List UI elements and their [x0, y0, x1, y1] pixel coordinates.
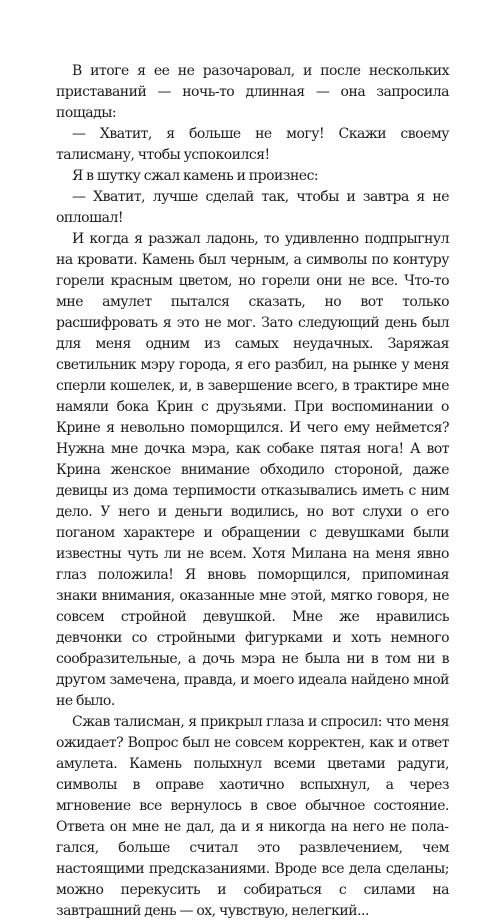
paragraph-squeeze-stone: Я в шутку сжал камень и произнес:	[72, 168, 319, 184]
paragraph-bad-day: И когда я разжал ладонь, то удивленно подпрыгнул на кровати. Камень был черным, а символы по контуру горели красным цветом, но горели они не все. Что-то мне амулет пытался сказать, но вот только расшифровать я это не мог. Зато следующий день был для меня одним из самых неудачных. Заряжая светильник мэру города, я его разбил, на рынке у меня сперли кошелек, и, в завершение всего, в трактире мне намяли бока Крин с друзьями. При воспоминании о Крине я невольно поморщился. И чего ему неймется? Нужна мне дочка мэра, как собаке пятая нога! А вот Крина женское внимание обходило стороной, даже девицы из дома терпимости отказывались иметь с ним дело. У него и деньги водились, но вот слухи о его поганом характере и обращении с девушками были известны чуть ли не всем. Хотя Милана на меня явно глаз положила! Я вновь поморщился, припоминая знаки внимания, оказанные мне этой, мягко говоря, не совсем стройной девушкой. Мне же нравились девчонки со стройными фигурками и хоть немного сообразительные, а дочь мэра не была ни в том ни в другом замечена, правда, и моего идеала найдено мной не было.	[56, 231, 449, 709]
paragraph-dialogue-reply: — Хватит, лучше сделай так, чтобы и завтра я не оплошал!	[56, 189, 449, 226]
paragraph-talisman-question: Сжав талисман, я прикрыл глаза и спросил: что меня ожидает? Вопрос был не совсем корректен, как и ответ амулета. Камень полыхнул всеми цветами радуги, символы в оправе хаотично вспыхнул, а через мгновение все вернулось в свое обычное состояние. Ответа он мне не дал, да и я никогда на него не полагался, больше считал это развлечением, чем настоящими предсказаниями. Вроде все дела сделаны; можно перекусить и собираться с силами на завтрашний день — ох, чувствую, нелегкий...	[56, 714, 449, 919]
body-text	[56, 61, 449, 922]
paragraph-dialogue-plea: — Хватит, я больше не могу! Скажи своему талисману, чтобы успокоился!	[56, 126, 449, 163]
paragraph-intro: В итоге я ее не разочаровал, и после нескольких приставаний — ночь-то длинная — она запросила пощады:	[56, 63, 449, 121]
